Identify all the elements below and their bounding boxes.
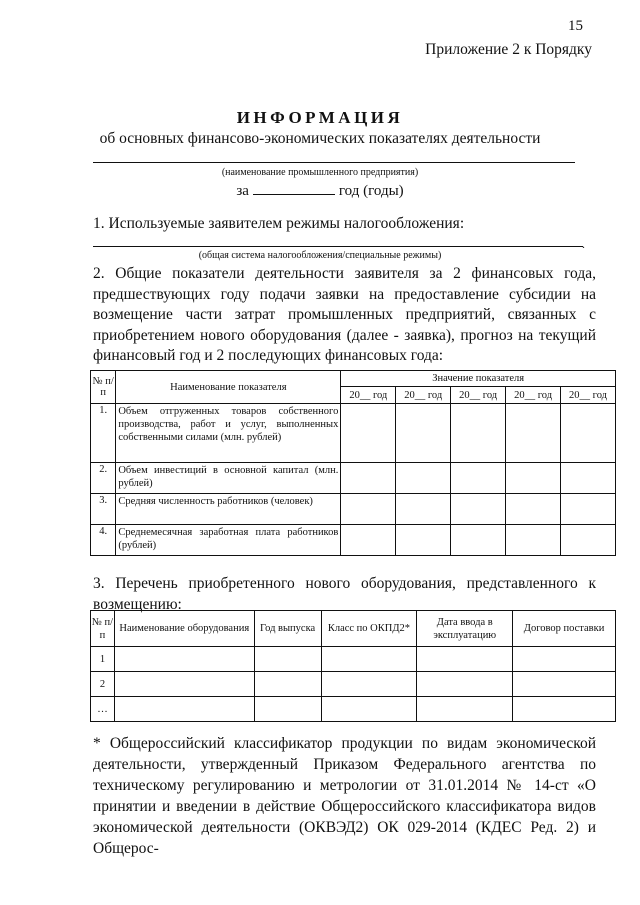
- row-number: 2: [91, 672, 115, 697]
- tax-regime-line: [93, 246, 583, 247]
- equipment-header-name: Наименование оборудования: [114, 611, 254, 647]
- row-number: 4.: [91, 525, 116, 556]
- period-line: [0, 181, 640, 200]
- period-blank: [253, 181, 335, 195]
- value-cell[interactable]: [451, 494, 506, 525]
- equipment-cell[interactable]: [254, 697, 321, 722]
- value-cell[interactable]: [506, 525, 561, 556]
- equipment-cell[interactable]: [513, 672, 616, 697]
- equipment-cell[interactable]: [254, 672, 321, 697]
- indicator-name: Среднемесячная заработная плата работников (рублей): [116, 525, 341, 556]
- period-suffix: год (годы): [338, 183, 404, 199]
- value-cell[interactable]: [561, 463, 616, 494]
- value-cell[interactable]: [396, 404, 451, 463]
- appendix-label: Приложение 2 к Порядку: [425, 41, 592, 58]
- year-column-header: 20__ год: [451, 387, 506, 404]
- year-column-header: 20__ год: [561, 387, 616, 404]
- section-2-paragraph: 2. Общие показатели деятельности заявителя за 2 финансовых года, предшествующих году подачи заявки на предоставление субсидии на возмещение части затрат промышленных предприятий, связанных с приобретением нового оборудования (далее - заявка), прогноз на текущий финансовый год и 2 последующих финансовых года:: [93, 265, 596, 364]
- footnote: * Общероссийский классификатор продукции по видам экономической деятельности, утвержденный Приказом Федерального агентства по техническому регулированию и метрологии от 31.01.2014 № 14-ст «О принятии и введении в действие Общероссийского классификатора видов экономической деятельности (ОКВЭД2) ОК 029-2014 (КДЕС Ред. 2) и Общерос-: [93, 735, 596, 857]
- value-cell[interactable]: [451, 463, 506, 494]
- indicator-name: Объем инвестиций в основной капитал (млн. рублей): [116, 463, 341, 494]
- equipment-cell[interactable]: [321, 647, 417, 672]
- equipment-cell[interactable]: [114, 672, 254, 697]
- equipment-cell[interactable]: [114, 647, 254, 672]
- indicators-header-value: Значение показателя: [341, 371, 616, 387]
- value-cell[interactable]: [506, 494, 561, 525]
- document-subtitle: об основных финансово-экономических показателях деятельности: [99, 130, 541, 147]
- value-cell[interactable]: [561, 525, 616, 556]
- row-number: …: [91, 697, 115, 722]
- equipment-cell[interactable]: [417, 647, 513, 672]
- equipment-header-class: Класс по ОКПД2*: [321, 611, 417, 647]
- section-3-paragraph: 3. Перечень приобретенного нового оборудования, представленного к возмещению:: [93, 575, 596, 613]
- equipment-cell[interactable]: [254, 647, 321, 672]
- table-row: [91, 647, 616, 672]
- table-row: [91, 463, 616, 494]
- table-row: [91, 404, 616, 463]
- equipment-cell[interactable]: [114, 697, 254, 722]
- value-cell[interactable]: [341, 463, 396, 494]
- equipment-cell[interactable]: [513, 647, 616, 672]
- value-cell[interactable]: [341, 525, 396, 556]
- value-cell[interactable]: [396, 525, 451, 556]
- equipment-header-date: Дата ввода в эксплуатацию: [417, 611, 513, 647]
- tax-regime-line-end: .: [582, 237, 585, 251]
- equipment-cell[interactable]: [417, 697, 513, 722]
- year-column-header: 20__ год: [341, 387, 396, 404]
- document-title: ИНФОРМАЦИЯ: [236, 108, 404, 127]
- row-number: 1.: [91, 404, 116, 463]
- tax-regime-caption: (общая система налогообложения/специальные режимы): [198, 250, 442, 261]
- equipment-cell[interactable]: [321, 697, 417, 722]
- row-number: 1: [91, 647, 115, 672]
- row-number: 2.: [91, 463, 116, 494]
- year-column-header: 20__ год: [506, 387, 561, 404]
- year-column-header: 20__ год: [396, 387, 451, 404]
- enterprise-name-line: [93, 162, 575, 163]
- period-prefix: за: [236, 183, 249, 199]
- indicators-header-num: № п/п: [91, 371, 116, 404]
- page-number: 15: [568, 18, 583, 34]
- value-cell[interactable]: [396, 494, 451, 525]
- value-cell[interactable]: [451, 404, 506, 463]
- equipment-header-year: Год выпуска: [254, 611, 321, 647]
- table-row: [91, 525, 616, 556]
- value-cell[interactable]: [506, 463, 561, 494]
- value-cell[interactable]: [341, 494, 396, 525]
- enterprise-name-caption: (наименование промышленного предприятия): [221, 167, 419, 178]
- equipment-cell[interactable]: [513, 697, 616, 722]
- value-cell[interactable]: [396, 463, 451, 494]
- value-cell[interactable]: [561, 494, 616, 525]
- equipment-table: [90, 610, 616, 722]
- indicators-table: [90, 370, 616, 556]
- indicators-header-name: Наименование показателя: [116, 371, 341, 404]
- value-cell[interactable]: [451, 525, 506, 556]
- row-number: 3.: [91, 494, 116, 525]
- section-1-heading: 1. Используемые заявителем режимы налогообложения:: [93, 215, 465, 232]
- table-row: [91, 494, 616, 525]
- equipment-header-contract: Договор поставки: [513, 611, 616, 647]
- equipment-cell[interactable]: [417, 672, 513, 697]
- value-cell[interactable]: [506, 404, 561, 463]
- equipment-cell[interactable]: [321, 672, 417, 697]
- indicator-name: Средняя численность работников (человек): [116, 494, 341, 525]
- table-row: [91, 697, 616, 722]
- value-cell[interactable]: [341, 404, 396, 463]
- equipment-header-num: № п/п: [91, 611, 115, 647]
- value-cell[interactable]: [561, 404, 616, 463]
- table-row: [91, 672, 616, 697]
- indicator-name: Объем отгруженных товаров собственного производства, работ и услуг, выполненных собственными силами (млн. рублей): [116, 404, 341, 463]
